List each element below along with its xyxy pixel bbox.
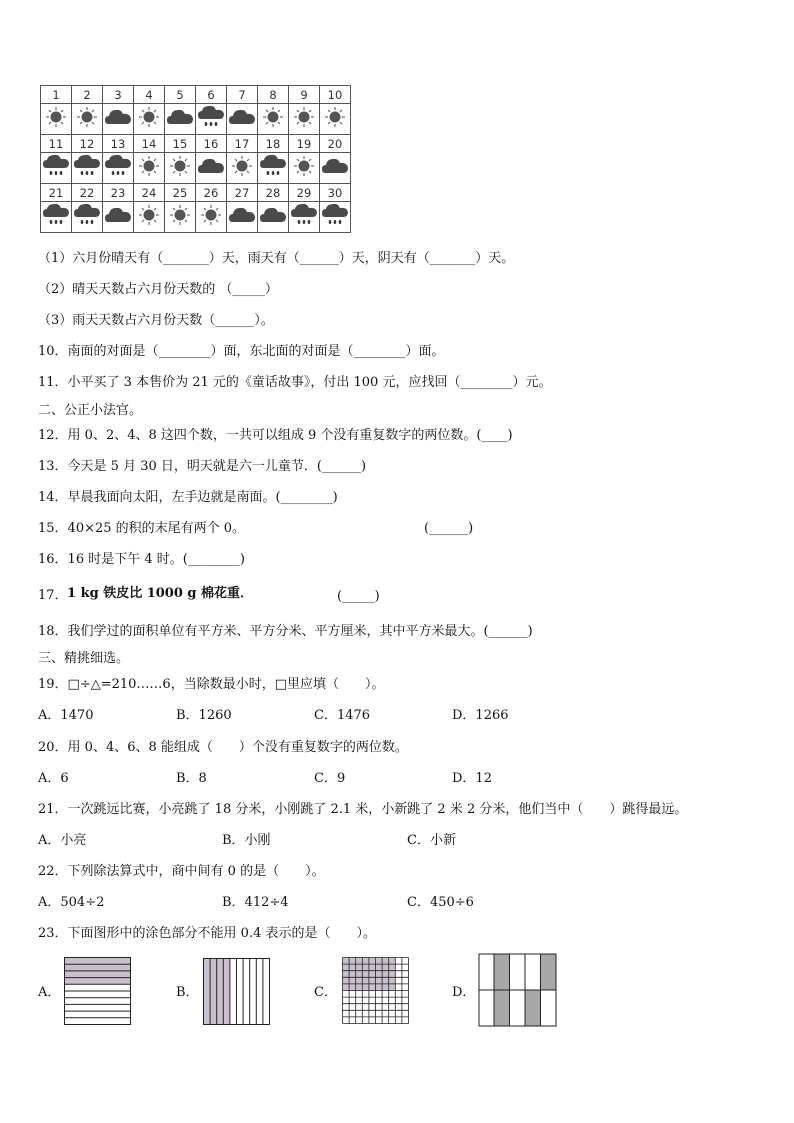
calendar-day-number: 4 xyxy=(134,86,165,104)
rain-icon xyxy=(41,202,72,233)
cloud-icon xyxy=(320,153,351,184)
q22-option-a[interactable]: A．504÷2 xyxy=(38,895,105,910)
figure-a-horizontal-strips[interactable] xyxy=(64,957,132,1026)
cloud-icon xyxy=(258,202,289,233)
figure-d-ten-rectangles[interactable] xyxy=(478,953,558,1028)
question-17-blank: (_____) xyxy=(337,589,380,604)
q20-option-c[interactable]: C．9 xyxy=(314,771,346,786)
question-17-number: 17． xyxy=(38,588,68,603)
calendar-day-number: 16 xyxy=(196,135,227,153)
section-3-heading: 三、精挑细选。 xyxy=(38,651,130,666)
question-12: 12．用 0、2、4、8 这四个数，一共可以组成 9 个没有重复数字的两位数。(____) xyxy=(38,428,513,443)
cloud-icon xyxy=(227,104,258,135)
rain-icon xyxy=(289,202,320,233)
calendar-day-number: 5 xyxy=(165,86,196,104)
cloud-icon xyxy=(165,104,196,135)
question-16: 16．16 时是下午 4 时。(________) xyxy=(38,552,245,567)
calendar-day-number: 3 xyxy=(103,86,134,104)
q9-part2: （2）晴天天数占六月份天数的 （_____） xyxy=(38,282,278,297)
rain-icon xyxy=(196,104,227,135)
calendar-day-number: 18 xyxy=(258,135,289,153)
q22-option-c[interactable]: C．450÷6 xyxy=(407,895,474,910)
calendar-day-number: 21 xyxy=(41,184,72,202)
q19-option-c[interactable]: C．1476 xyxy=(314,708,371,723)
q21-option-c[interactable]: C．小新 xyxy=(407,833,456,848)
calendar-day-number: 1 xyxy=(41,86,72,104)
q23-option-d[interactable]: D． xyxy=(452,985,476,1000)
calendar-day-number: 24 xyxy=(134,184,165,202)
calendar-day-number: 2 xyxy=(72,86,103,104)
section-2-heading: 二、公正小法官。 xyxy=(38,403,143,418)
figure-b-vertical-strips[interactable] xyxy=(203,958,271,1026)
sun-icon xyxy=(289,104,320,135)
sun-icon xyxy=(289,153,320,184)
rain-icon xyxy=(320,202,351,233)
question-14: 14．早晨我面向太阳，左手边就是南面。(________) xyxy=(38,490,338,505)
figure-c-hundred-grid[interactable] xyxy=(342,957,410,1026)
calendar-day-number: 10 xyxy=(320,86,351,104)
q22-option-b[interactable]: B．412÷4 xyxy=(222,895,289,910)
sun-icon xyxy=(227,153,258,184)
calendar-day-number: 23 xyxy=(103,184,134,202)
cloud-icon xyxy=(103,202,134,233)
rain-icon xyxy=(103,153,134,184)
sun-icon xyxy=(196,202,227,233)
question-15: 15．40×25 的积的末尾有两个 0。 xyxy=(38,521,246,536)
question-18: 18．我们学过的面积单位有平方米、平方分米、平方厘米，其中平方米最大。(______) xyxy=(38,624,533,639)
calendar-day-number: 22 xyxy=(72,184,103,202)
calendar-day-number: 26 xyxy=(196,184,227,202)
question-13: 13．今天是 5 月 30 日，明天就是六一儿童节．(______) xyxy=(38,459,367,474)
cloud-icon xyxy=(196,153,227,184)
sun-icon xyxy=(165,153,196,184)
question-22: 22．下列除法算式中，商中间有 0 的是（ ）。 xyxy=(38,864,325,879)
sun-icon xyxy=(320,104,351,135)
calendar-day-number: 6 xyxy=(196,86,227,104)
calendar-day-number: 19 xyxy=(289,135,320,153)
sun-icon xyxy=(134,104,165,135)
q9-part1: （1）六月份晴天有（_______）天，雨天有（______）天，阴天有（_______）天。 xyxy=(38,251,515,266)
q21-option-a[interactable]: A．小亮 xyxy=(38,833,87,848)
q19-option-a[interactable]: A．1470 xyxy=(38,708,94,723)
rain-icon xyxy=(72,202,103,233)
calendar-day-number: 28 xyxy=(258,184,289,202)
calendar-day-number: 29 xyxy=(289,184,320,202)
rain-icon xyxy=(72,153,103,184)
calendar-day-number: 7 xyxy=(227,86,258,104)
calendar-day-number: 11 xyxy=(41,135,72,153)
sun-icon xyxy=(165,202,196,233)
q23-option-a[interactable]: A． xyxy=(38,985,61,1000)
calendar-day-number: 15 xyxy=(165,135,196,153)
calendar-day-number: 13 xyxy=(103,135,134,153)
calendar-day-number: 27 xyxy=(227,184,258,202)
sun-icon xyxy=(134,202,165,233)
calendar-day-number: 12 xyxy=(72,135,103,153)
q9-part3: （3）雨天天数占六月份天数（______）。 xyxy=(38,313,274,328)
calendar-day-number: 17 xyxy=(227,135,258,153)
q21-option-b[interactable]: B．小刚 xyxy=(222,833,271,848)
q20-option-d[interactable]: D．12 xyxy=(452,771,492,786)
calendar-day-number: 20 xyxy=(320,135,351,153)
q20-option-b[interactable]: B．8 xyxy=(176,771,207,786)
q23-option-c[interactable]: C． xyxy=(314,985,337,1000)
calendar-day-number: 14 xyxy=(134,135,165,153)
question-23: 23．下面图形中的涂色部分不能用 0.4 表示的是（ ）。 xyxy=(38,926,376,941)
weather-calendar xyxy=(40,85,351,233)
question-10: 10．南面的对面是（________）面，东北面的对面是（________）面。 xyxy=(38,344,445,359)
sun-icon xyxy=(258,104,289,135)
question-17-text: 1 kg 铁皮比 1000 g 棉花重． xyxy=(67,586,254,601)
rain-icon xyxy=(258,153,289,184)
q20-option-a[interactable]: A．6 xyxy=(38,771,69,786)
rain-icon xyxy=(41,153,72,184)
question-19: 19．□÷△=210……6，当除数最小时，□里应填（ ）。 xyxy=(38,677,385,692)
cloud-icon xyxy=(227,202,258,233)
q23-option-b[interactable]: B． xyxy=(176,985,199,1000)
sun-icon xyxy=(72,104,103,135)
q19-option-b[interactable]: B．1260 xyxy=(176,708,232,723)
calendar-day-number: 25 xyxy=(165,184,196,202)
cloud-icon xyxy=(103,104,134,135)
sun-icon xyxy=(134,153,165,184)
question-21: 21．一次跳远比赛，小亮跳了 18 分米，小刚跳了 2.1 米，小新跳了 2 米 2 分米，他们当中（ ）跳得最远。 xyxy=(38,802,688,817)
calendar-day-number: 9 xyxy=(289,86,320,104)
q19-option-d[interactable]: D．1266 xyxy=(452,708,509,723)
question-15-blank: (______) xyxy=(424,521,474,536)
sun-icon xyxy=(41,104,72,135)
question-20: 20．用 0、4、6、8 能组成（ ）个没有重复数字的两位数。 xyxy=(38,740,408,755)
question-11: 11．小平买了 3 本售价为 21 元的《童话故事》，付出 100 元，应找回（________）元。 xyxy=(38,375,552,390)
calendar-day-number: 30 xyxy=(320,184,351,202)
calendar-day-number: 8 xyxy=(258,86,289,104)
